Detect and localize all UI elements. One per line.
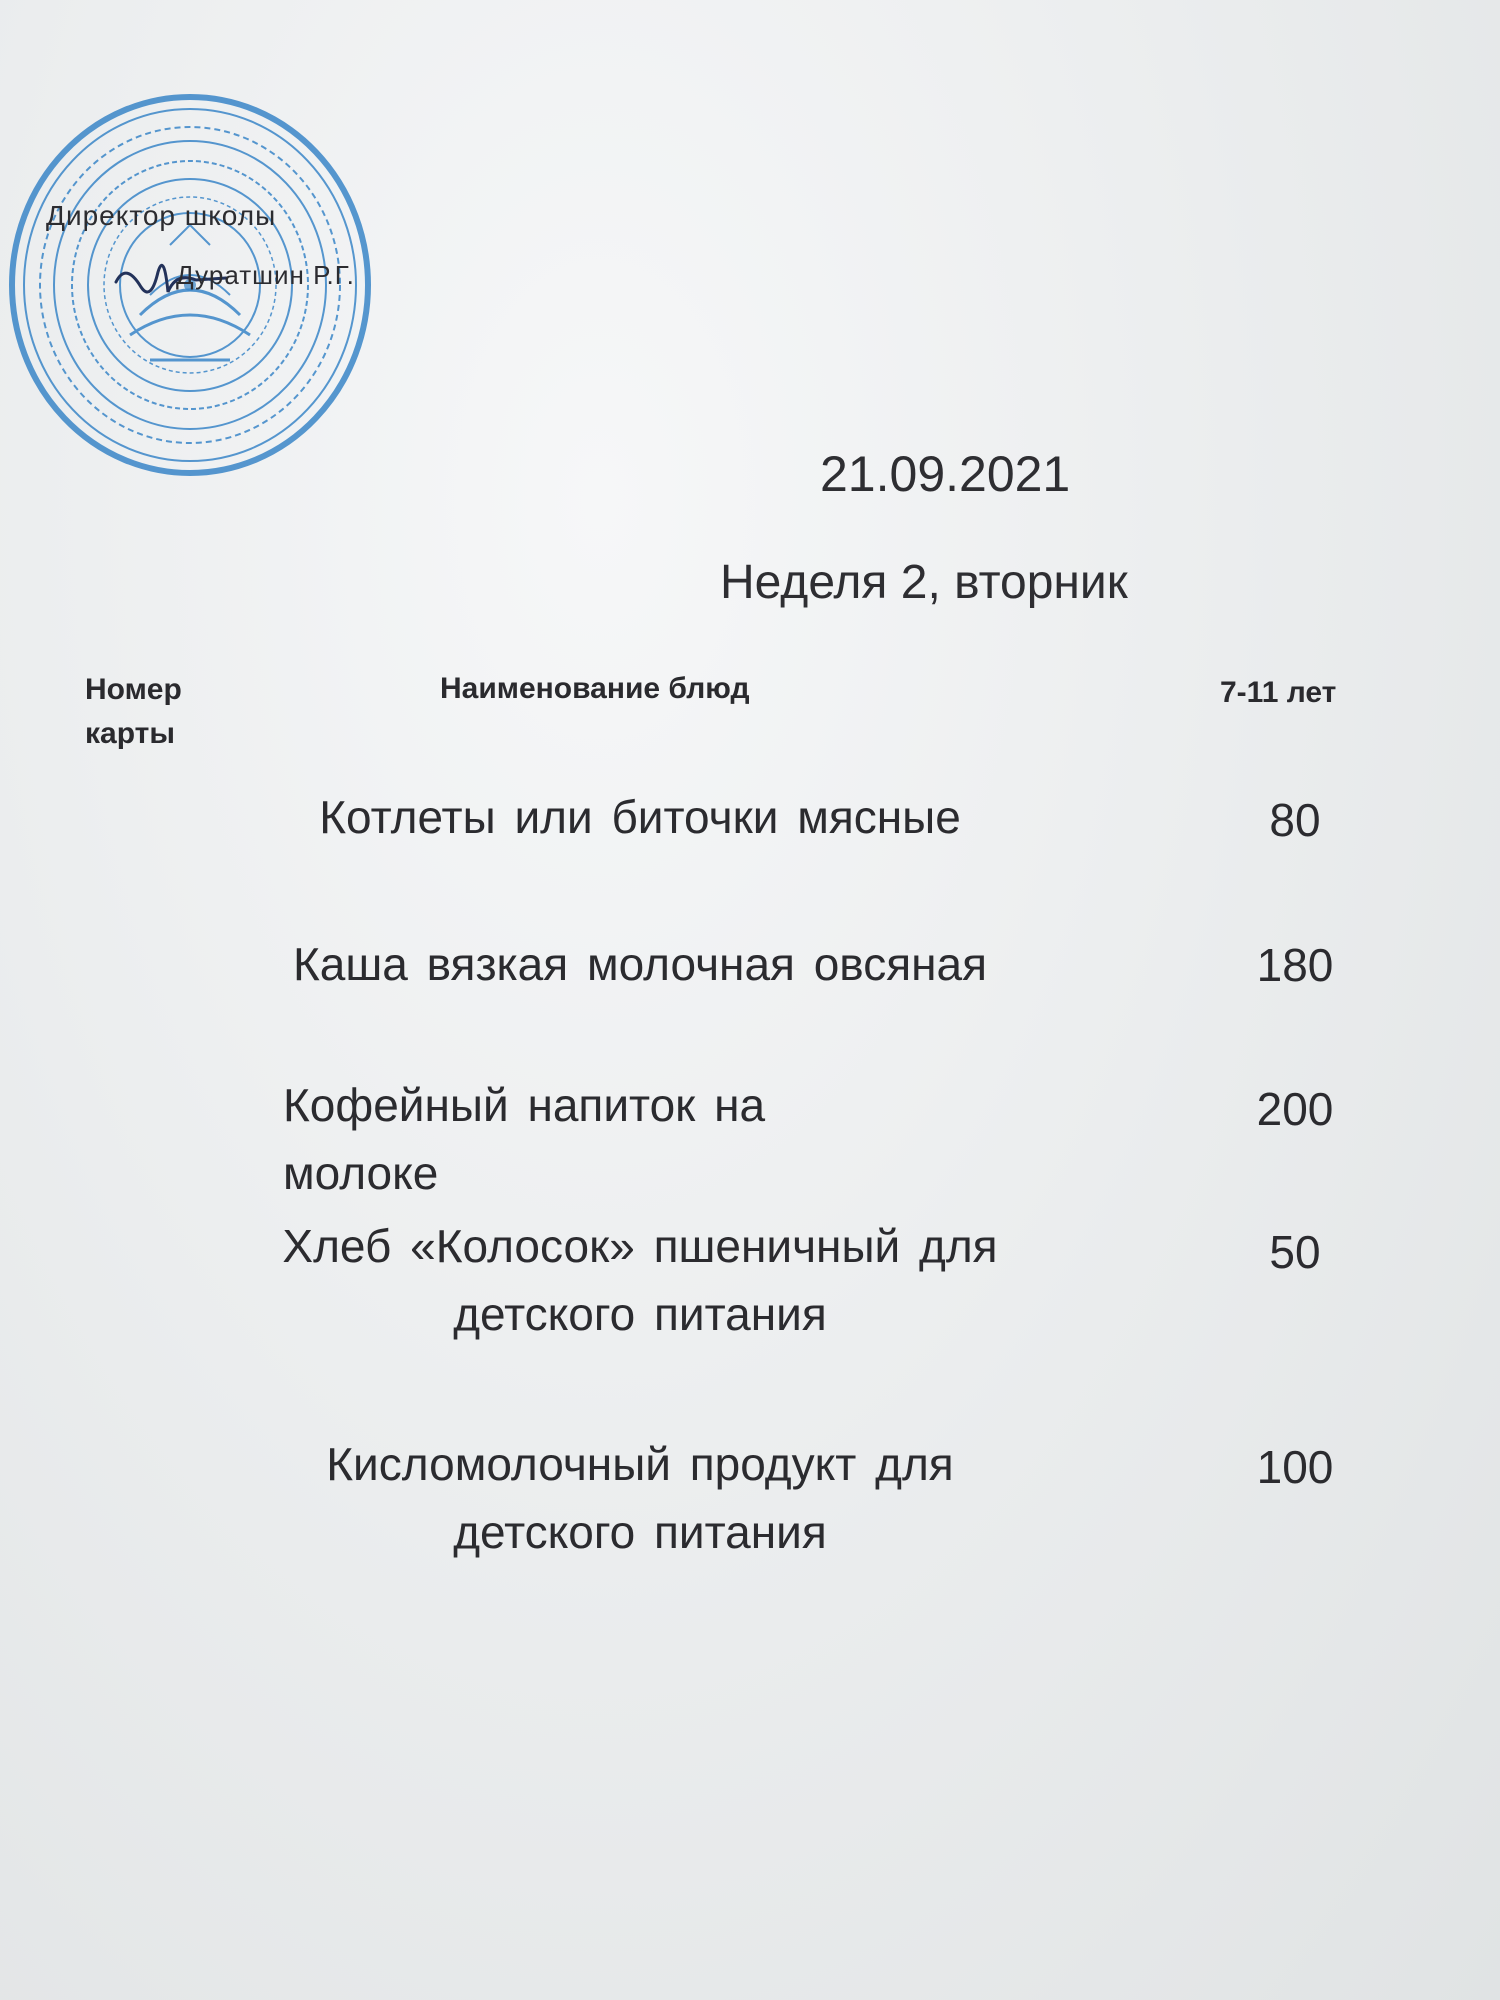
- director-title: Директор школы: [46, 200, 277, 231]
- menu-date: 21.09.2021: [820, 446, 1071, 502]
- column-header-dish-name: Наименование блюд: [440, 672, 750, 705]
- table-row-dish-name: Хлеб «Колосок» пшеничный для детского питания: [282, 1220, 998, 1340]
- table-row-dish-name: Кисломолочный продукт для детского питания: [326, 1438, 954, 1558]
- table-row-portion: 200: [1256, 1083, 1334, 1135]
- table-row-dish-name: Каша вязкая молочная овсяная: [292, 938, 988, 990]
- menu-week-day: Неделя 2, вторник: [720, 556, 1128, 609]
- column-header-card-number: Номер карты: [85, 673, 182, 750]
- table-row-portion: 100: [1256, 1441, 1334, 1493]
- table-row-portion: 50: [1269, 1226, 1321, 1278]
- table-row-dish-name: Котлеты или биточки мясные: [319, 791, 961, 843]
- director-name: Дуратшин Р.Г.: [176, 260, 355, 290]
- table-row-portion: 80: [1269, 794, 1321, 846]
- table-row-dish-name: Кофейный напиток на молоке: [283, 1079, 766, 1199]
- approval-block: [46, 200, 466, 310]
- column-header-age-7-11: 7-11 лет: [1220, 676, 1337, 709]
- table-row-portion: 180: [1256, 939, 1334, 991]
